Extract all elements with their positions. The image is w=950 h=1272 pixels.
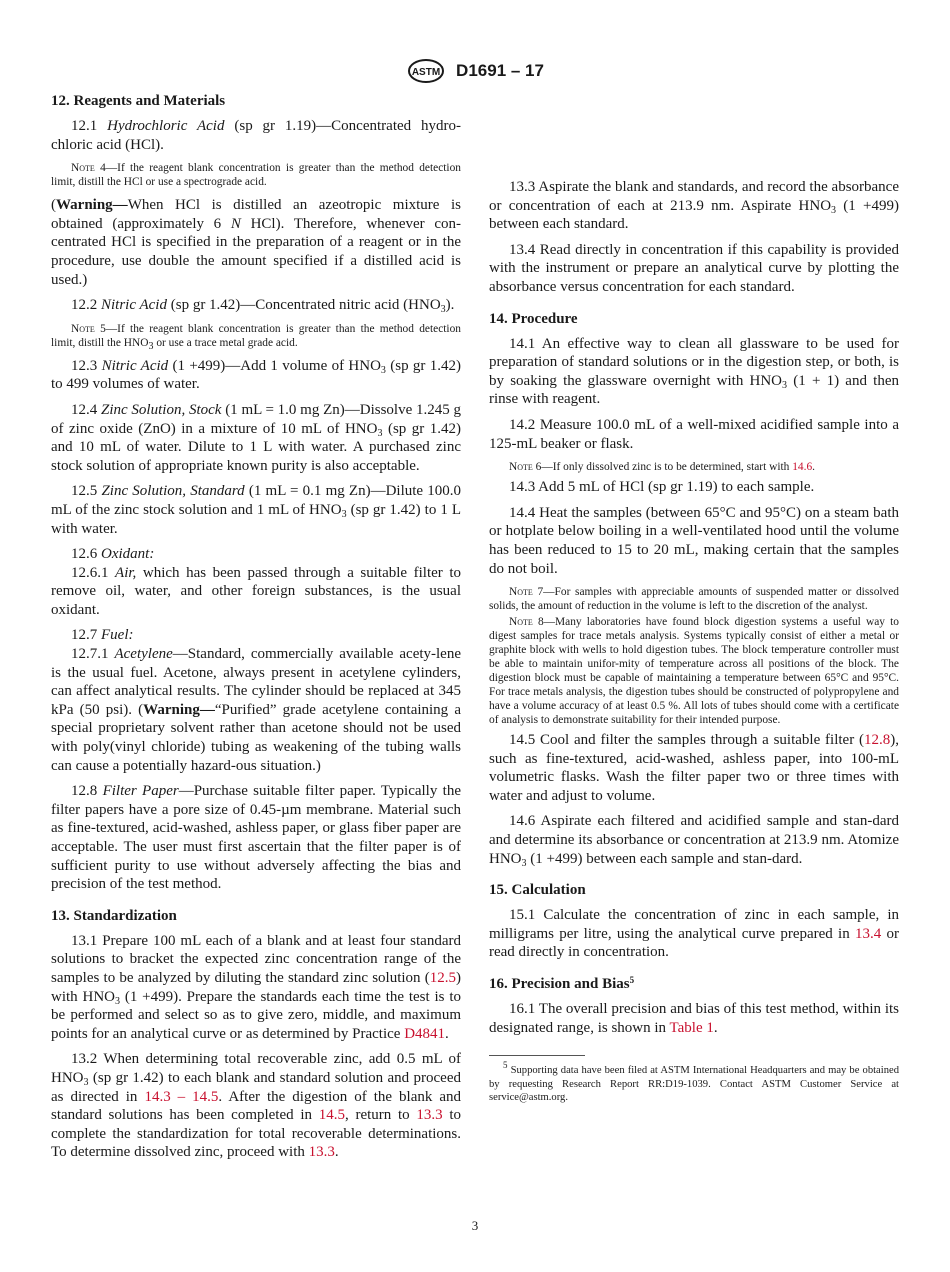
section-heading-12: 12. Reagents and Materials [51,93,226,109]
left-column [51,92,461,1162]
ref-14-5-link[interactable]: 14.5 [318,1107,345,1124]
para-13-2: 13.2 When determining total recoverable zinc, add 0.5 mL of $HNO_3$ (sp gr 1.42) to each blank and standard solution and proceed as directed in 14.3 – 14.5. After the digestion of the blank and standard solutions has been completed in 14.5, return to 13.3 to complete the standardization for total recoverable determinations. To determine dissolved zinc, proceed with 13.3. [51,1051,462,1161]
para-12-2: 12.2 Nitric Acid (sp gr 1.42)—Concentrated nitric acid $(HNO_3)$. [71,297,455,316]
para-12-7: 12.7 Fuel: [71,627,134,644]
ref-13-4-link[interactable]: 13.4 [854,925,882,942]
astm-logo-icon [406,58,446,84]
page-header [0,58,950,84]
section-heading-13: 13. Standardization [51,907,177,924]
para-14-5: 14.5 Cool and filter the samples through a suitable filter (12.8), such as fine-textured, acid-washed, ashless paper, into 100-mL volumetric flasks. Wash the filter paper two or three times with water and adjust to volume. [489,732,899,804]
para-16-1: 16.1 The overall precision and bias of this test method, within its designated range, is shown in Table 1. [489,1001,899,1036]
para-12-6: 12.6 Oxidant: [71,546,155,563]
standard-id: D1691 – 17 [456,61,544,80]
para-13-1: 13.1 Prepare 100 mL each of a blank and at least four standard solutions to bracket the expected zinc concentration range of the samples to be analyzed by diluting the standard zinc solution (12.5) with $HNO_3$ (1 +499). Prepare the standards each time the test is to be performed and select so as to give zero, middle, and maximum points for an analytical curve or as determined by Practice D4841. [51,932,461,1042]
note-6: Note 6—If only dissolved zinc is to be determined, start with 14.6. [509,461,815,474]
para-14-6: 14.6 Aspirate each filtered and acidified sample and stan-dard and determine its absorbance or concentration at 213.9 nm. Atomize $HNO_3$ (1 +499) between each sample and stan-dard. [489,813,899,869]
para-14-3: 14.3 Add 5 mL of HCl (sp gr 1.19) to each sample. [509,479,815,496]
para-12-8: 12.8 Filter Paper—Purchase suitable filter paper. Typically the filter papers have a pore size of 0.45-µm membrane. Material such as fine-textured, acid-washed, ashless paper, or glass fiber paper are acceptable. The user must first ascertain that the filter paper is of sufficient purity to use without adversely affecting the bias and precision of the test method. [51,783,461,893]
ref-13-3-link-2[interactable]: 13.3 [308,1144,335,1161]
section-heading-16: 16. Precision and Bias$^5$ [489,975,635,993]
section-heading-14: 14. Procedure [489,310,578,327]
para-14-1: 14.1 An effective way to clean all glassware to be used for preparation of standard solutions or in the digestion step, or both, is by soaking the glassware overnight with $HNO_3$ (1 + 1) and then rinse with reagent. [489,335,899,408]
ref-12-8-link[interactable]: 12.8 [864,732,891,749]
footnote-divider [489,1055,585,1056]
svg-text:ASTM: ASTM [411,67,441,78]
ref-d4841-link[interactable]: D4841 [404,1025,446,1042]
section-heading-15: 15. Calculation [489,882,586,899]
para-14-4: 14.4 Heat the samples (between 65°C and 95°C) on a steam bath or hotplate below boiling in a well-ventilated hood until the volume has been reduced to 15 to 20 mL, making certain that the samples do not boil. [489,504,899,577]
page-number: 3 [471,1218,479,1233]
note-5: Note 5—If the reagent blank concentration is greater than the method detection limit, distill the $HNO_3$ or use a trace metal grade acid. [51,322,461,352]
note-7: Note 7—For samples with appreciable amounts of suspended matter or dissolved solids, the amount of reduction in the volume is left to the discretion of the analyst. [489,586,900,613]
para-14-2: 14.2 Measure 100.0 mL of a well-mixed acidified sample into a 125-mL beaker or flask. [489,416,899,452]
ref-12-5-link[interactable]: 12.5 [429,969,456,986]
ref-14-3-14-5-link[interactable]: 14.3 – 14.5 [144,1088,219,1105]
ref-14-6-link[interactable]: 14.6 [792,461,813,474]
para-12-3: 12.3 Nitric Acid (1 +499)—Add 1 volume of $HNO_3$ (sp gr 1.42) to 499 volumes of water. [51,357,461,393]
para-12-6-1: 12.6.1 Air, which has been passed through a suitable filter to remove oil, water, and other foreign substances, is the usual oxidant. [51,564,461,618]
para-12-1: 12.1 Hydrochloric Acid (sp gr 1.19)—Concentrated hydro-chloric acid (HCl). [51,118,462,153]
para-15-1: 15.1 Calculate the concentration of zinc in each sample, in milligrams per litre, using the analytical curve prepared in 13.4 or read directly in concentration. [489,907,899,961]
ref-13-3-link[interactable]: 13.3 [416,1107,443,1124]
note-8: Note 8—Many laboratories have found block digestion systems a useful way to digest samples for trace metals analysis. Systems typically consist of either a metal or graphite block with wells to hold digestion tubes. The block temperature controller must be able to maintain unifor-mity of temperature across all positions of the block. The digestion block must be capable of maintaining a temperature between 65°C and 95°C. For trace metals analysis, the digestion tubes should be constructed of polypropylene and have a volume accuracy of at least 0.5 %. All lots of tubes should come with a certificate of analysis to demonstrate suitability for their intended purpose. [489,616,899,727]
right-column-main [489,178,899,1105]
warning-hcl: (Warning—When HCl is distilled an azeotropic mixture is obtained (approximately 6 N HCl). Therefore, whenever con-centrated HCl is specified in the preparation of a reagent or in the procedure, use double the amount specified if a distilled acid is used.) [51,197,461,288]
para-13-4: 13.4 Read directly in concentration if this capability is provided with the instrument or prepare an analytical curve by plotting the absorbance versus concentration for each standard. [489,241,899,295]
note-4: Note 4—If the reagent blank concentration is greater than the method detection limit, distill the HCl or use a spectrograde acid. [51,162,461,189]
para-12-4: 12.4 Zinc Solution, Stock (1 mL = 1.0 mg Zn)—Dissolve 1.245 g of zinc oxide (ZnO) in a mixture of 10 mL of $HNO_3$ (sp gr 1.42) and 10 mL of water. Dilute to 1 L with water. A purchased zinc stock solution of appropriate known purity is also acceptable. [51,401,462,474]
para-13-3: 13.3 Aspirate the blank and standards, and record the absorbance or concentration of each at 213.9 nm. Aspirate $HNO_3$ (1 +499) between each standard. [489,179,899,233]
ref-table-1-link[interactable]: Table 1 [669,1019,714,1036]
para-12-5: 12.5 Zinc Solution, Standard (1 mL = 0.1 mg Zn)—Dilute 100.0 mL of the zinc stock solution and 1 mL of $HNO_3$ (sp gr 1.42) to 1 L with water. [51,483,461,537]
footnote-5: $^5$ Supporting data have been filed at ASTM International Headquarters and may be obtained by requesting Research Report RR:D19-1039. Contact ASTM Customer Service at service@astm.org. [489,1060,899,1104]
para-12-7-1: 12.7.1 Acetylene—Standard, commercially available acety-lene is the usual fuel. Acetone, always present in acetylene cylinders, can affect analytical results. The cylinder should be replaced at 345 kPa (50 psi). (Warning—“Purified” grade acetylene containing a special proprietary solvent rather than acetone should not be used with poly(vinyl chloride) tubing as weakening of the tubing walls can cause a potentially hazard-ous situation.) [51,646,461,774]
